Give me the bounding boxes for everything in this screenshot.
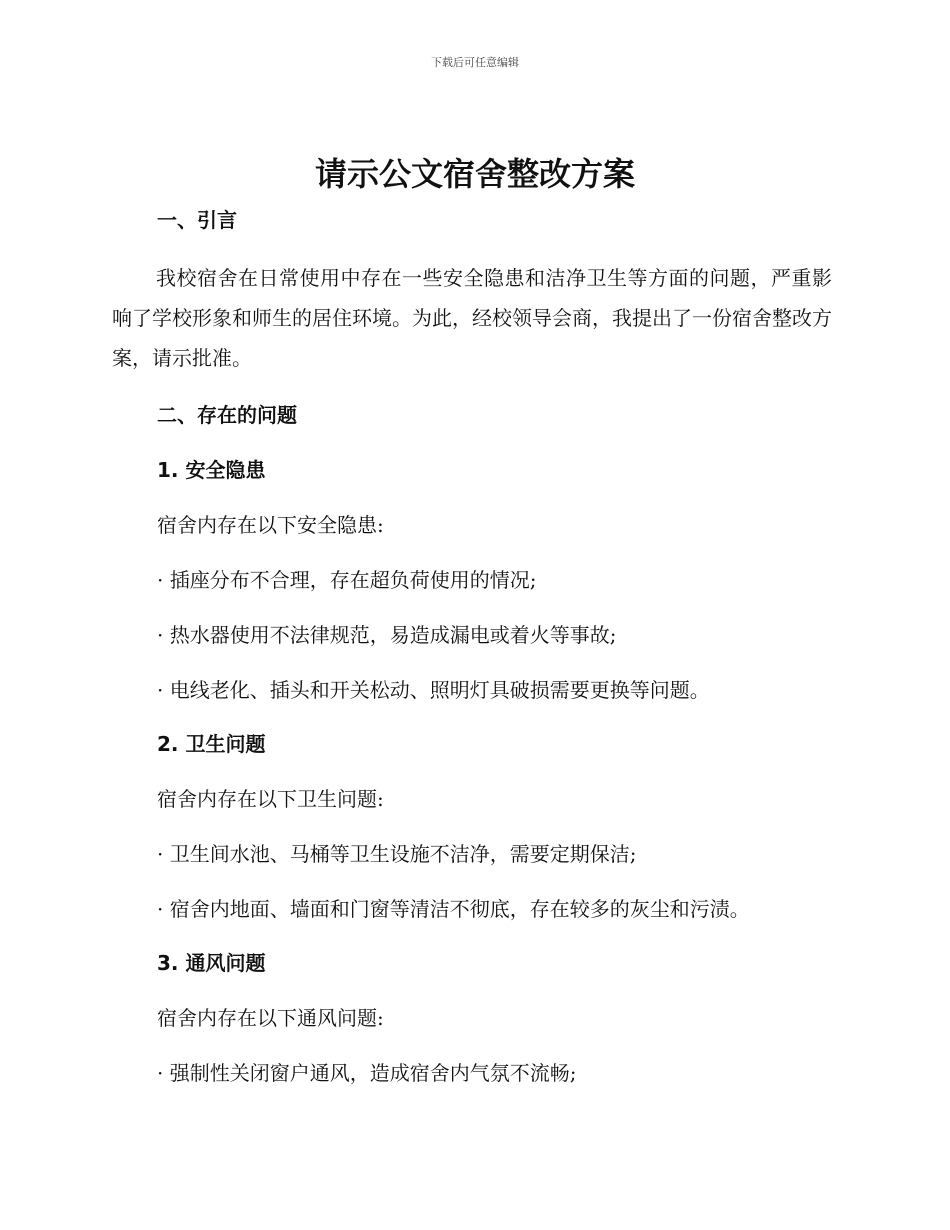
document-title: 请示公文宿舍整改方案 [314,155,635,193]
list-item: · 卫生间水池、马桶等卫生设施不洁净，需要定期保洁; [157,842,637,866]
subheading-ventilation: 3. 通风问题 [157,951,266,975]
list-item: · 宿舍内地面、墙面和门窗等清洁不彻底，存在较多的灰尘和污渍。 [157,897,750,921]
header-note: 下载后可任意编辑 [431,56,519,69]
section-heading-introduction: 一、引言 [157,208,237,232]
list-item: · 插座分布不合理，存在超负荷使用的情况; [157,568,537,592]
subheading-safety: 1. 安全隐患 [157,458,266,482]
safety-intro: 宿舍内存在以下安全隐患: [157,513,384,537]
section-heading-problems: 二、存在的问题 [157,403,297,427]
list-item: · 强制性关闭窗户通风，造成宿舍内气氛不流畅; [157,1061,577,1085]
introduction-paragraph: 我校宿舍在日常使用中存在一些安全隐患和洁净卫生等方面的问题，严重影响了学校形象和师生的居住环境。为此，经校领导会商，我提出了一份宿舍整改方案，请示批准。 [112,266,832,370]
list-item: · 热水器使用不法律规范，易造成漏电或着火等事故; [157,623,617,647]
subheading-hygiene: 2. 卫生问题 [157,732,266,756]
hygiene-intro: 宿舍内存在以下卫生问题: [157,787,384,811]
ventilation-intro: 宿舍内存在以下通风问题: [157,1006,384,1030]
list-item: · 电线老化、插头和开关松动、照明灯具破损需要更换等问题。 [157,678,710,702]
